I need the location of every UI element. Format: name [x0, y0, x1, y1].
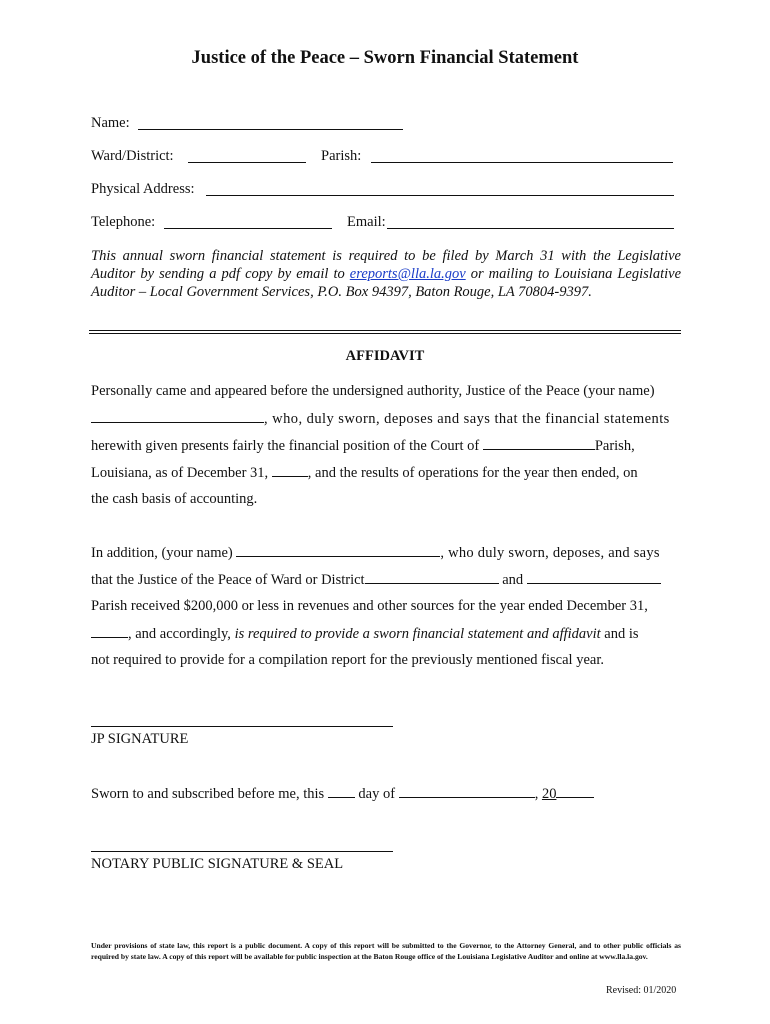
notary-signature-line[interactable] — [91, 851, 393, 852]
name-label: Name: — [91, 115, 130, 131]
email-label: Email: — [347, 214, 386, 230]
affidavit-p1-line1: Personally came and appeared before the undersigned authority, Justice of the Peace (your name) — [91, 383, 655, 399]
notice-text-2: or mailing to Louisiana Legislative Auditor – Local Government Services, P.O. Box 94397, Baton Rouge, LA 70804-9397. — [91, 266, 681, 300]
parish-name-field[interactable] — [527, 571, 661, 584]
affidavit-p1-line4-text: Louisiana, as of December 31, — [91, 465, 272, 481]
affidavit-p2-line4 — [91, 625, 639, 643]
jp-signature-line[interactable] — [91, 726, 393, 727]
year-field-2[interactable] — [91, 625, 128, 638]
affidavit-p1-line5: the cash basis of accounting. — [91, 491, 258, 507]
affidavit-p2-line4-rest: and is — [600, 626, 639, 642]
parish-label: Parish: — [321, 148, 362, 164]
email-link[interactable]: ereports@lla.la.gov — [349, 266, 466, 282]
address-field[interactable] — [206, 195, 674, 196]
affidavit-p2-line1 — [91, 544, 660, 562]
parish-field[interactable] — [371, 162, 673, 163]
affidavit-p1-line2-text: , who, duly sworn, deposes and says that the financial statements — [264, 411, 670, 427]
month-field[interactable] — [399, 785, 535, 798]
legal-footer: Under provisions of state law, this report is a public document. A copy of this report will be submitted to the Governor, to the Attorney General, and to other public officials as required by state law. A copy of this report will be available for public inspection at the Baton Rouge office of the Louisiana Legislative Auditor and online at www.lla.la.gov. — [91, 941, 681, 961]
affidavit-p1-line3-text: herewith given presents fairly the financial position of the Court of — [91, 438, 483, 454]
affidavit-p2-line2-and: and — [498, 572, 527, 588]
affidavit-p1-line3-parish: Parish, — [594, 438, 635, 454]
notice-text-1: This annual sworn financial statement is required to be filed by March 31 with the Legislative Auditor by sending a pdf copy by email to — [91, 248, 681, 282]
telephone-field[interactable] — [164, 228, 332, 229]
divider-top — [89, 330, 681, 331]
court-parish-field[interactable] — [483, 437, 595, 450]
affidavit-p2-line4-text: , and accordingly, — [128, 626, 235, 642]
jp-signature-label: JP SIGNATURE — [91, 731, 189, 747]
jp-name-field[interactable] — [91, 410, 264, 423]
sworn-comma: , — [534, 786, 542, 802]
your-name-field[interactable] — [236, 544, 440, 557]
address-label: Physical Address: — [91, 181, 195, 197]
ward-label: Ward/District: — [91, 148, 174, 164]
page-title: Justice of the Peace – Sworn Financial Statement — [191, 48, 579, 68]
affidavit-p2-line1-text: In addition, (your name) — [91, 545, 237, 561]
day-field[interactable] — [328, 785, 355, 798]
filing-notice — [91, 247, 681, 301]
email-field[interactable] — [387, 228, 674, 229]
name-field[interactable] — [138, 129, 403, 130]
affidavit-p2-line3: Parish received $200,000 or less in revenues and other sources for the year ended December 31, — [91, 598, 648, 614]
affidavit-p2-line2 — [91, 571, 661, 589]
sworn-line — [91, 785, 594, 803]
affidavit-p2-line1-rest: , who duly sworn, deposes, and says — [440, 545, 660, 561]
year-suffix-field[interactable] — [556, 785, 594, 798]
notary-signature-label: NOTARY PUBLIC SIGNATURE & SEAL — [91, 856, 344, 872]
affidavit-p1-line4-rest: , and the results of operations for the year then ended, on — [307, 465, 638, 481]
affidavit-p1-line2 — [91, 410, 670, 428]
sworn-text: Sworn to and subscribed before me, this — [91, 786, 328, 802]
affidavit-p1-line4 — [91, 464, 638, 482]
ward-field[interactable] — [188, 162, 306, 163]
sworn-day-of: day of — [354, 786, 399, 802]
affidavit-p1-line3 — [91, 437, 635, 455]
year-field-1[interactable] — [272, 464, 308, 477]
divider-bottom — [89, 333, 681, 334]
ward-district-field[interactable] — [365, 571, 499, 584]
telephone-label: Telephone: — [91, 214, 156, 230]
affidavit-p2-line4-italic: is required to provide a sworn financial statement and affidavit — [234, 626, 601, 642]
affidavit-heading: AFFIDAVIT — [345, 348, 425, 364]
affidavit-p2-line2-text: that the Justice of the Peace of Ward or District — [91, 572, 365, 588]
affidavit-p2-line5: not required to provide for a compilation report for the previously mentioned fiscal year. — [91, 652, 604, 668]
sworn-year-prefix: 20 — [541, 786, 557, 802]
revised-date: Revised: 01/2020 — [606, 985, 677, 996]
